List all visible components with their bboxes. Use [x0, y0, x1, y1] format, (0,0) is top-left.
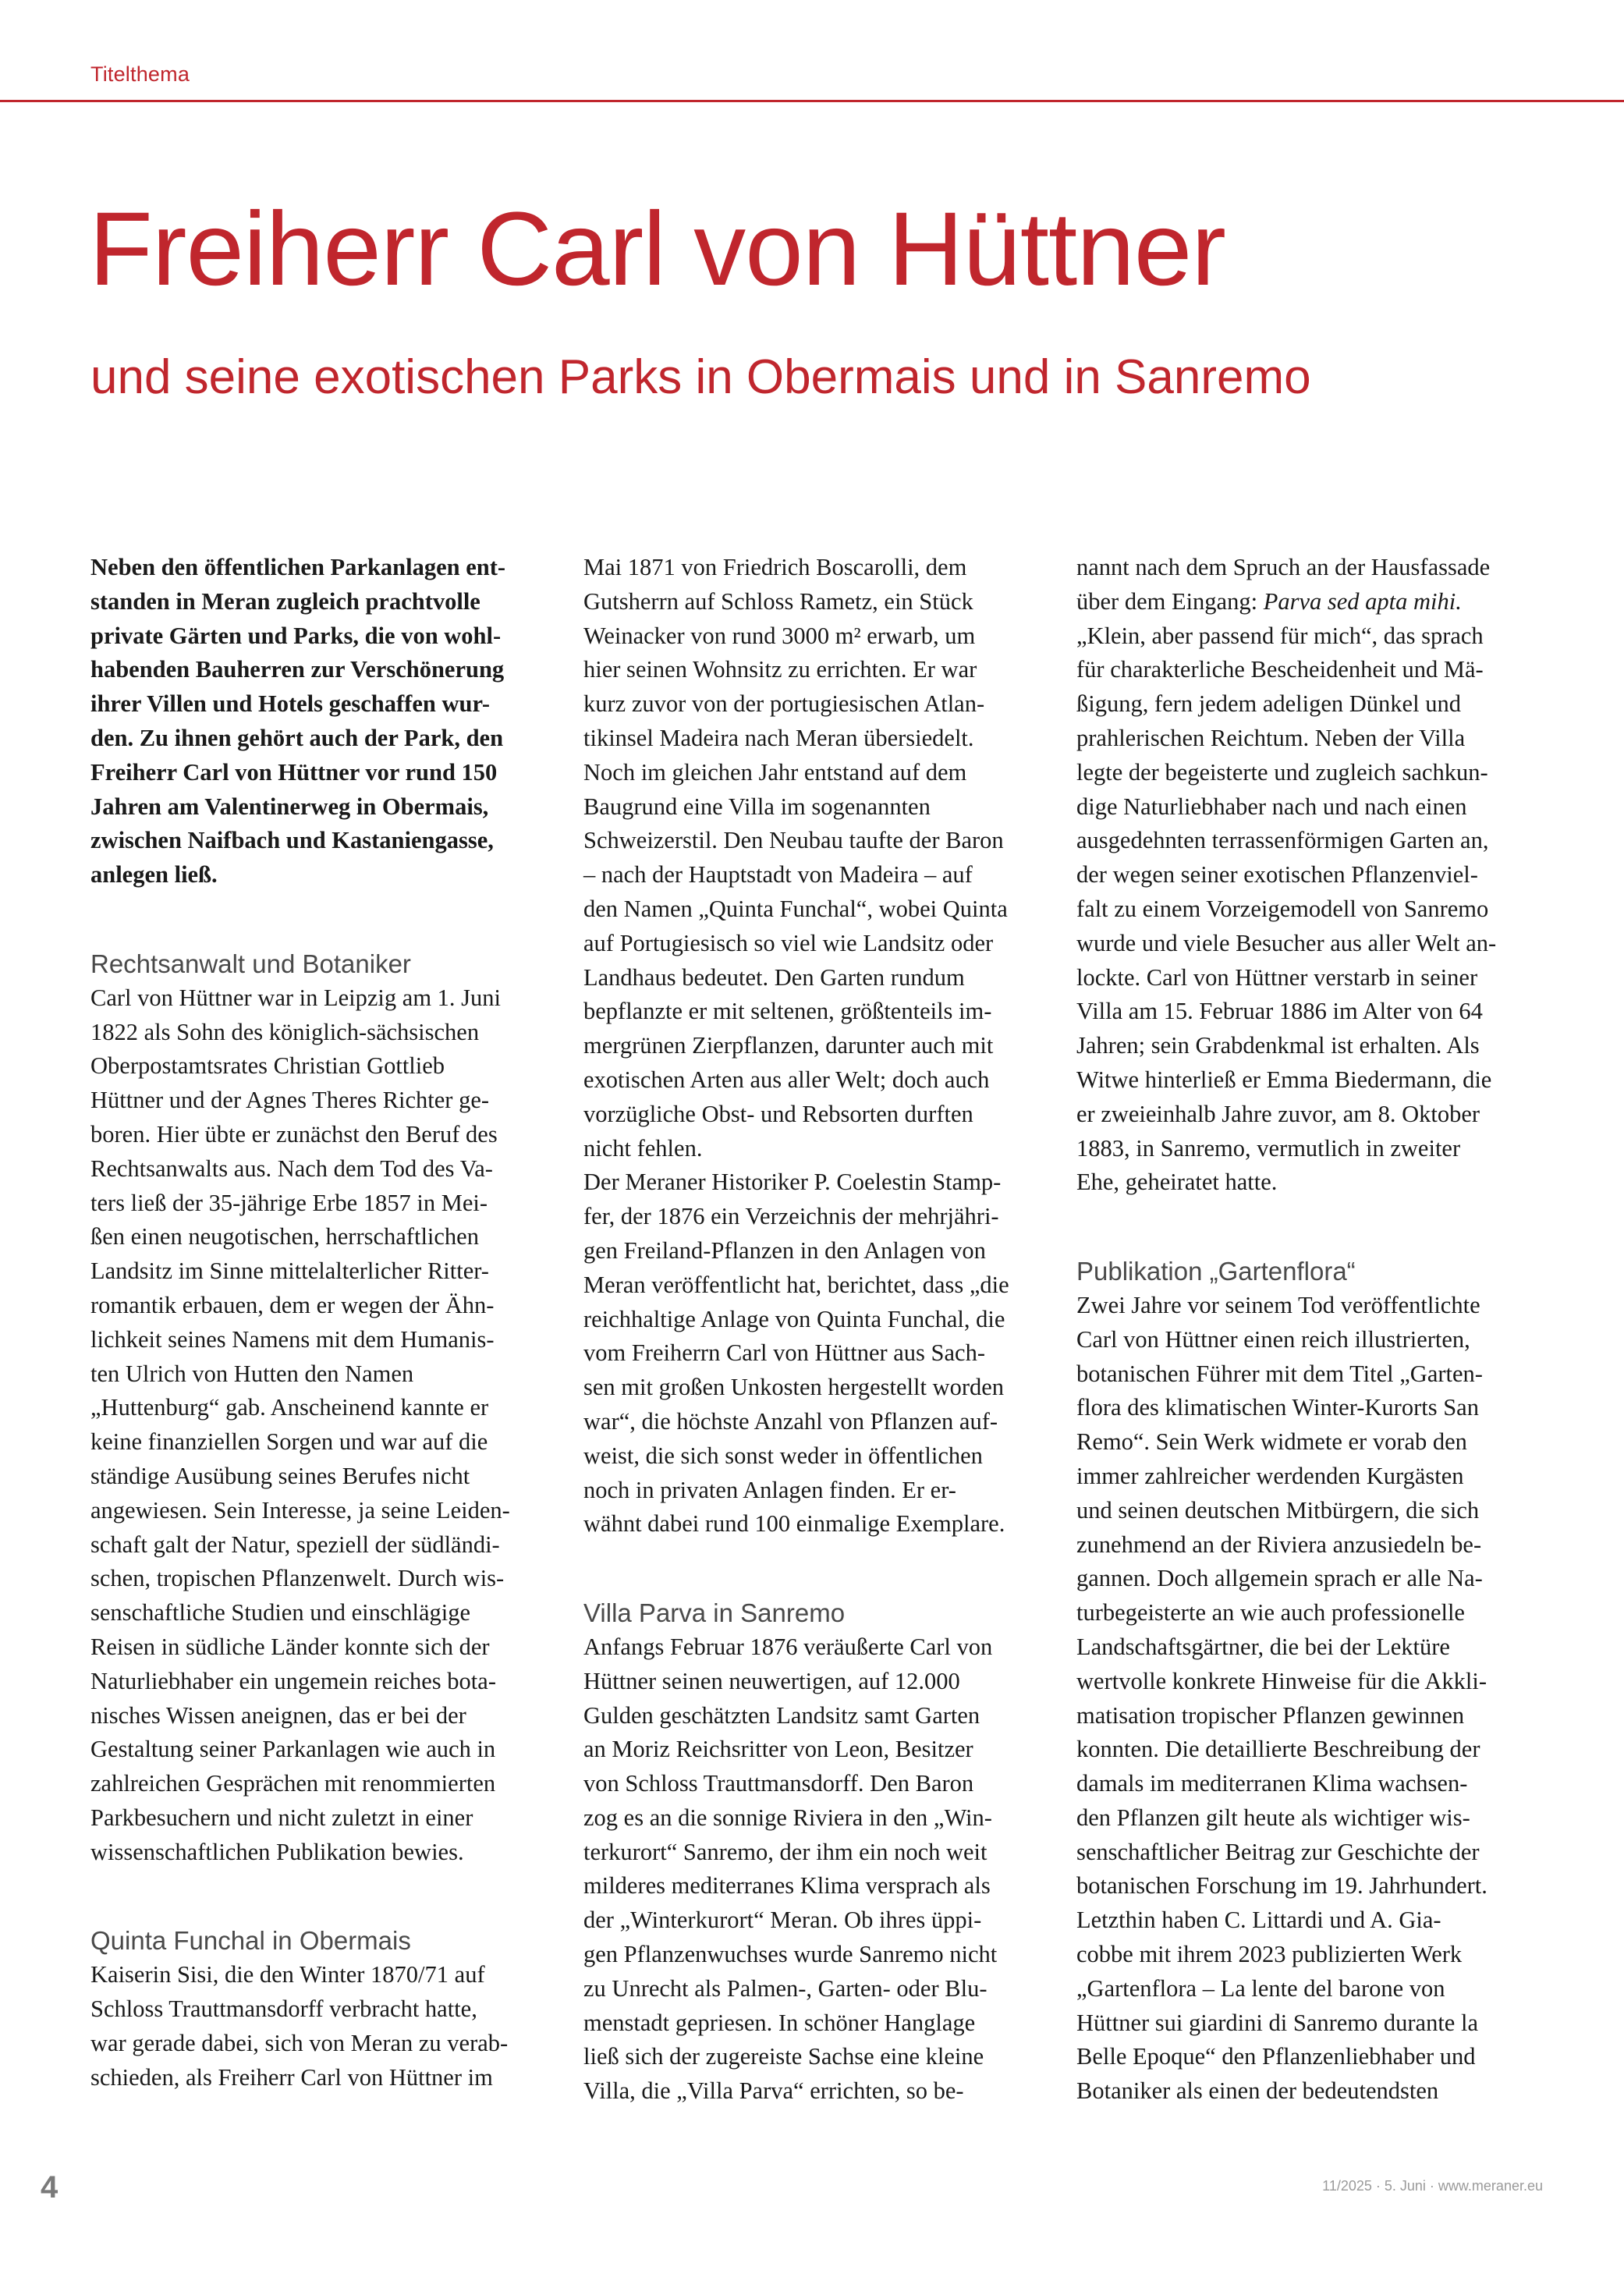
text-line: Carl von Hüttner einen reich illustrierten,	[1076, 1325, 1470, 1353]
text-line: nannt nach dem Spruch an der Hausfassade	[1076, 554, 1491, 580]
text-line: Ehe, geheiratet hatte.	[1076, 1169, 1278, 1196]
text-line: Belle Epoque“ den Pflanzenliebhaber und	[1076, 2043, 1476, 2070]
text-line: der „Winterkurort“ Meran. Ob ihres üppi-	[583, 1907, 982, 1934]
text-line: gannen. Doch allgemein sprach er alle Na-	[1076, 1565, 1483, 1592]
article-subtitle: und seine exotischen Parks in Obermais und in Sanremo	[90, 350, 1311, 404]
text-line: 1883, in Sanremo, vermutlich in zweiter	[1076, 1134, 1461, 1162]
text-line: war“, die höchste Anzahl von Pflanzen auf-	[583, 1407, 998, 1435]
text-line: Jahren am Valentinerweg in Obermais,	[90, 793, 489, 820]
text-line: Zwei Jahre vor seinem Tod veröffentlichte	[1076, 1291, 1480, 1318]
text-line: ters ließ der 35-jährige Erbe 1857 in Mei-	[90, 1189, 488, 1216]
text-line: noch in privaten Anlagen finden. Er er-	[583, 1476, 956, 1503]
text-line: ßigung, fern jedem adeligen Dünkel und	[1076, 690, 1461, 718]
text-line: Gutsherrn auf Schloss Rametz, ein Stück	[583, 587, 973, 615]
text-line: mergrünen Zierpflanzen, darunter auch mit	[583, 1032, 994, 1059]
text-line: zahlreichen Gesprächen mit renommierten	[90, 1770, 496, 1797]
text-line: bepflanzte er mit seltenen, größtenteils im-	[583, 998, 992, 1025]
text-line: ten Ulrich von Hutten den Namen	[90, 1360, 414, 1387]
body-paragraph	[90, 981, 558, 1870]
text-line: exotischen Arten aus aller Welt; doch auch	[583, 1066, 990, 1093]
column-2	[583, 551, 1051, 2109]
text-line: wissenschaftlichen Publikation bewies.	[90, 1838, 464, 1865]
text-line: ausgedehnten terrassenförmigen Garten an,	[1076, 827, 1489, 854]
heading-villa-parva: Villa Parva in Sanremo	[583, 1598, 846, 1628]
text-line: sen mit großen Unkosten hergestellt worden	[583, 1374, 1005, 1401]
text-line: private Gärten und Parks, die von wohl-	[90, 622, 502, 649]
text-line: war gerade dabei, sich von Meran zu verab-	[90, 2029, 509, 2056]
text-fragment: über dem Eingang:	[1076, 587, 1264, 615]
text-line: Remo“. Sein Werk widmete er vorab den	[1076, 1428, 1467, 1456]
text-line: habenden Bauherren zur Verschönerung	[90, 656, 505, 683]
text-line: schaft galt der Natur, speziell der südländi-	[90, 1531, 500, 1558]
text-line: Gulden geschätzten Landsitz samt Garten	[583, 1701, 980, 1729]
text-line: den Namen „Quinta Funchal“, wobei Quinta	[583, 895, 1008, 922]
text-line: Oberpostamtsrates Christian Gottlieb	[90, 1052, 445, 1080]
text-line: tikinsel Madeira nach Meran übersiedelt.	[583, 724, 974, 751]
text-line: Villa, die „Villa Parva“ errichten, so be-	[583, 2077, 964, 2105]
heading-rechtsanwalt: Rechtsanwalt und Botaniker	[90, 949, 411, 978]
text-line: „Klein, aber passend für mich“, das sprach	[1076, 622, 1484, 649]
heading-gartenflora: Publikation „Gartenflora“	[1076, 1257, 1356, 1286]
text-line: Der Meraner Historiker P. Coelestin Stamp-	[583, 1169, 1002, 1196]
text-line: Noch im gleichen Jahr entstand auf dem	[583, 758, 967, 786]
text-line: er zweieinhalb Jahre zuvor, am 8. Oktober	[1076, 1100, 1480, 1127]
line-group	[1076, 619, 1544, 1201]
body-paragraph	[90, 1958, 558, 2095]
text-line: angewiesen. Sein Interesse, ja seine Leiden-	[90, 1496, 510, 1524]
text-line: Gestaltung seiner Parkanlagen wie auch in	[90, 1736, 496, 1763]
text-line: senschaftliche Studien und einschlägige	[90, 1599, 471, 1626]
text-line: milderes mediterranes Klima versprach als	[583, 1872, 991, 1900]
text-line: senschaftlicher Beitrag zur Geschichte der	[1076, 1838, 1480, 1865]
text-line: keine finanziellen Sorgen und war auf die	[90, 1428, 488, 1456]
text-line: für charakterliche Bescheidenheit und Mä-	[1076, 656, 1484, 683]
text-line: und seinen deutschen Mitbürgern, die sich	[1076, 1496, 1480, 1524]
text-line: Letzthin haben C. Littardi und A. Gia-	[1076, 1907, 1441, 1934]
issue-info: 11/2025 · 5. Juni · www.meraner.eu	[1322, 2178, 1543, 2194]
text-line: damals im mediterranen Klima wachsen-	[1076, 1770, 1468, 1797]
article-title: Freiherr Carl von Hüttner	[89, 191, 1225, 307]
text-line: botanischen Forschung im 19. Jahrhundert.	[1076, 1872, 1487, 1900]
text-line: schieden, als Freiherr Carl von Hüttner im	[90, 2063, 493, 2091]
body-paragraph	[583, 1165, 1051, 1541]
text-line: Anfangs Februar 1876 veräußerte Carl von	[583, 1633, 993, 1660]
text-line: botanischen Führer mit dem Titel „Garten-	[1076, 1360, 1483, 1387]
text-line: lichkeit seines Namens mit dem Humanis-	[90, 1325, 495, 1353]
text-line: Carl von Hüttner war in Leipzig am 1. Juni	[90, 984, 502, 1011]
text-line: turbegeisterte an wie auch professionelle	[1076, 1599, 1465, 1626]
text-line: Schloss Trauttmansdorff verbracht hatte,	[90, 1995, 477, 2023]
text-line: „Gartenflora – La lente del barone von	[1076, 1974, 1445, 2002]
text-line: Landhaus bedeutet. Den Garten rundum	[583, 963, 965, 991]
text-line: nicht fehlen.	[583, 1134, 703, 1162]
text-line: Hüttner sui giardini di Sanremo durante la	[1076, 2009, 1478, 2036]
text-line: den Pflanzen gilt heute als wichtiger wis-	[1076, 1804, 1470, 1831]
text-line: konnten. Die detaillierte Beschreibung der	[1076, 1736, 1480, 1763]
text-line: zunehmend an der Riviera anzusiedeln be-	[1076, 1531, 1482, 1558]
text-line: 1822 als Sohn des königlich-sächsischen	[90, 1018, 480, 1045]
text-line: dige Naturliebhaber nach und nach einen	[1076, 793, 1467, 820]
text-line: immer zahlreicher werdenden Kurgästen	[1076, 1462, 1464, 1489]
text-line: zwischen Naifbach und Kastaniengasse,	[90, 827, 494, 854]
body-paragraph	[1076, 551, 1544, 1200]
text-line: Hüttner und der Agnes Theres Richter ge-	[90, 1087, 490, 1114]
text-line: ließ sich der zugereiste Sachse eine kleine	[583, 2043, 984, 2070]
text-line: hier seinen Wohnsitz zu errichten. Er war	[583, 656, 977, 683]
text-line: vom Freiherrn Carl von Hüttner aus Sach-	[583, 1339, 985, 1367]
text-line: nisches Wissen aneignen, das er bei der	[90, 1701, 466, 1729]
text-line: weist, die sich sonst weder in öffentlichen	[583, 1442, 983, 1469]
text-line	[1076, 585, 1544, 619]
text-line: Landsitz im Sinne mittelalterlicher Ritter-	[90, 1258, 489, 1285]
text-line: anlegen ließ.	[90, 861, 218, 889]
text-line: kurz zuvor von der portugiesischen Atlan-	[583, 690, 985, 718]
text-line: schen, tropischen Pflanzenwelt. Durch wis-	[90, 1565, 505, 1592]
text-line: von Schloss Trauttmansdorff. Den Baron	[583, 1770, 974, 1797]
text-line: flora des klimatischen Winter-Kurorts San	[1076, 1394, 1479, 1421]
text-line: Witwe hinterließ er Emma Biedermann, die	[1076, 1066, 1492, 1093]
text-line: prahlerischen Reichtum. Neben der Villa	[1076, 724, 1466, 751]
text-line: zog es an die sonnige Riviera in den „Win-	[583, 1804, 992, 1831]
text-line: Jahren; sein Grabdenkmal ist erhalten. Als	[1076, 1032, 1480, 1059]
text-line: Hüttner seinen neuwertigen, auf 12.000	[583, 1667, 960, 1694]
text-line: Landschaftsgärtner, die bei der Lektüre	[1076, 1633, 1450, 1660]
text-line: den. Zu ihnen gehört auch der Park, den	[90, 724, 504, 751]
text-line: gen Freiland-Pflanzen in den Anlagen von	[583, 1236, 986, 1264]
text-line: standen in Meran zugleich prachtvolle	[90, 587, 480, 615]
text-line: ihrer Villen und Hotels geschaffen wur-	[90, 690, 491, 718]
text-line: Villa am 15. Februar 1886 im Alter von 64	[1076, 998, 1483, 1025]
text-line: vorzügliche Obst- und Rebsorten durften	[583, 1100, 973, 1127]
text-line: ständige Ausübung seines Berufes nicht	[90, 1462, 470, 1489]
text-line: Baugrund eine Villa im sogenannten	[583, 793, 931, 820]
text-line: boren. Hier übte er zunächst den Beruf des	[90, 1120, 498, 1148]
text-line: Neben den öffentlichen Parkanlagen ent-	[90, 554, 506, 580]
text-line: auf Portugiesisch so viel wie Landsitz oder	[583, 929, 994, 956]
body-paragraph	[583, 551, 1051, 1165]
text-line: menstadt gepriesen. In schöner Hanglage	[583, 2009, 976, 2036]
section-label: Titelthema	[90, 62, 190, 86]
column-1	[90, 551, 558, 2095]
text-line: Kaiserin Sisi, die den Winter 1870/71 auf	[90, 1961, 485, 1988]
text-line: Botaniker als einen der bedeutendsten	[1076, 2077, 1439, 2105]
text-line: ßen einen neugotischen, herrschaftlichen	[90, 1223, 479, 1250]
text-line: Freiherr Carl von Hüttner vor rund 150	[90, 758, 498, 786]
page-number: 4	[41, 2170, 59, 2205]
text-line: reichhaltige Anlage von Quinta Funchal, die	[583, 1305, 1005, 1332]
text-line: romantik erbauen, dem er wegen der Ähn-	[90, 1291, 495, 1318]
text-line: Schweizerstil. Den Neubau taufte der Baron	[583, 827, 1004, 854]
text-line: Mai 1871 von Friedrich Boscarolli, dem	[583, 554, 967, 580]
text-line: wähnt dabei rund 100 einmalige Exemplare.	[583, 1510, 1005, 1538]
body-paragraph	[583, 1630, 1051, 2109]
text-line: an Moriz Reichsritter von Leon, Besitzer	[583, 1736, 973, 1763]
text-line: gen Pflanzenwuchses wurde Sanremo nicht	[583, 1941, 998, 1968]
text-line: matisation tropischer Pflanzen gewinnen	[1076, 1701, 1465, 1729]
text-line: Naturliebhaber ein ungemein reiches bota-	[90, 1667, 496, 1694]
text-line: lockte. Carl von Hüttner verstarb in seiner	[1076, 963, 1478, 991]
heading-quinta-funchal: Quinta Funchal in Obermais	[90, 1926, 411, 1956]
text-line: Meran veröffentlicht hat, berichtet, dass „die	[583, 1271, 1009, 1298]
text-line: falt zu einem Vorzeigemodell von Sanremo	[1076, 895, 1489, 922]
text-line: legte der begeisterte und zugleich sachkun-	[1076, 758, 1488, 786]
text-line: „Huttenburg“ gab. Anscheinend kannte er	[90, 1394, 489, 1421]
text-line: Rechtsanwalts aus. Nach dem Tod des Va-	[90, 1155, 493, 1182]
text-line: wertvolle konkrete Hinweise für die Akkli-	[1076, 1667, 1487, 1694]
text-line: Weinacker von rund 3000 m² erwarb, um	[583, 622, 976, 649]
lead-paragraph	[90, 551, 558, 892]
text-line: cobbe mit ihrem 2023 publizierten Werk	[1076, 1941, 1463, 1968]
text-line: zu Unrecht als Palmen-, Garten- oder Blu-	[583, 1974, 988, 2002]
text-line: – nach der Hauptstadt von Madeira – auf	[583, 861, 973, 889]
text-line: Parkbesuchern und nicht zuletzt in einer	[90, 1804, 473, 1831]
motto-text: Parva sed apta mihi.	[1263, 587, 1462, 615]
column-3	[1076, 551, 1544, 2109]
top-rule	[0, 100, 1624, 102]
text-line: der wegen seiner exotischen Pflanzenviel-	[1076, 861, 1478, 889]
text-line: terkurort“ Sanremo, der ihm ein noch weit	[583, 1838, 988, 1865]
body-paragraph	[1076, 1289, 1544, 2109]
text-line: fer, der 1876 ein Verzeichnis der mehrjähri-	[583, 1203, 999, 1230]
text-line: wurde und viele Besucher aus aller Welt an-	[1076, 929, 1497, 956]
text-line: Reisen in südliche Länder konnte sich der	[90, 1633, 490, 1660]
